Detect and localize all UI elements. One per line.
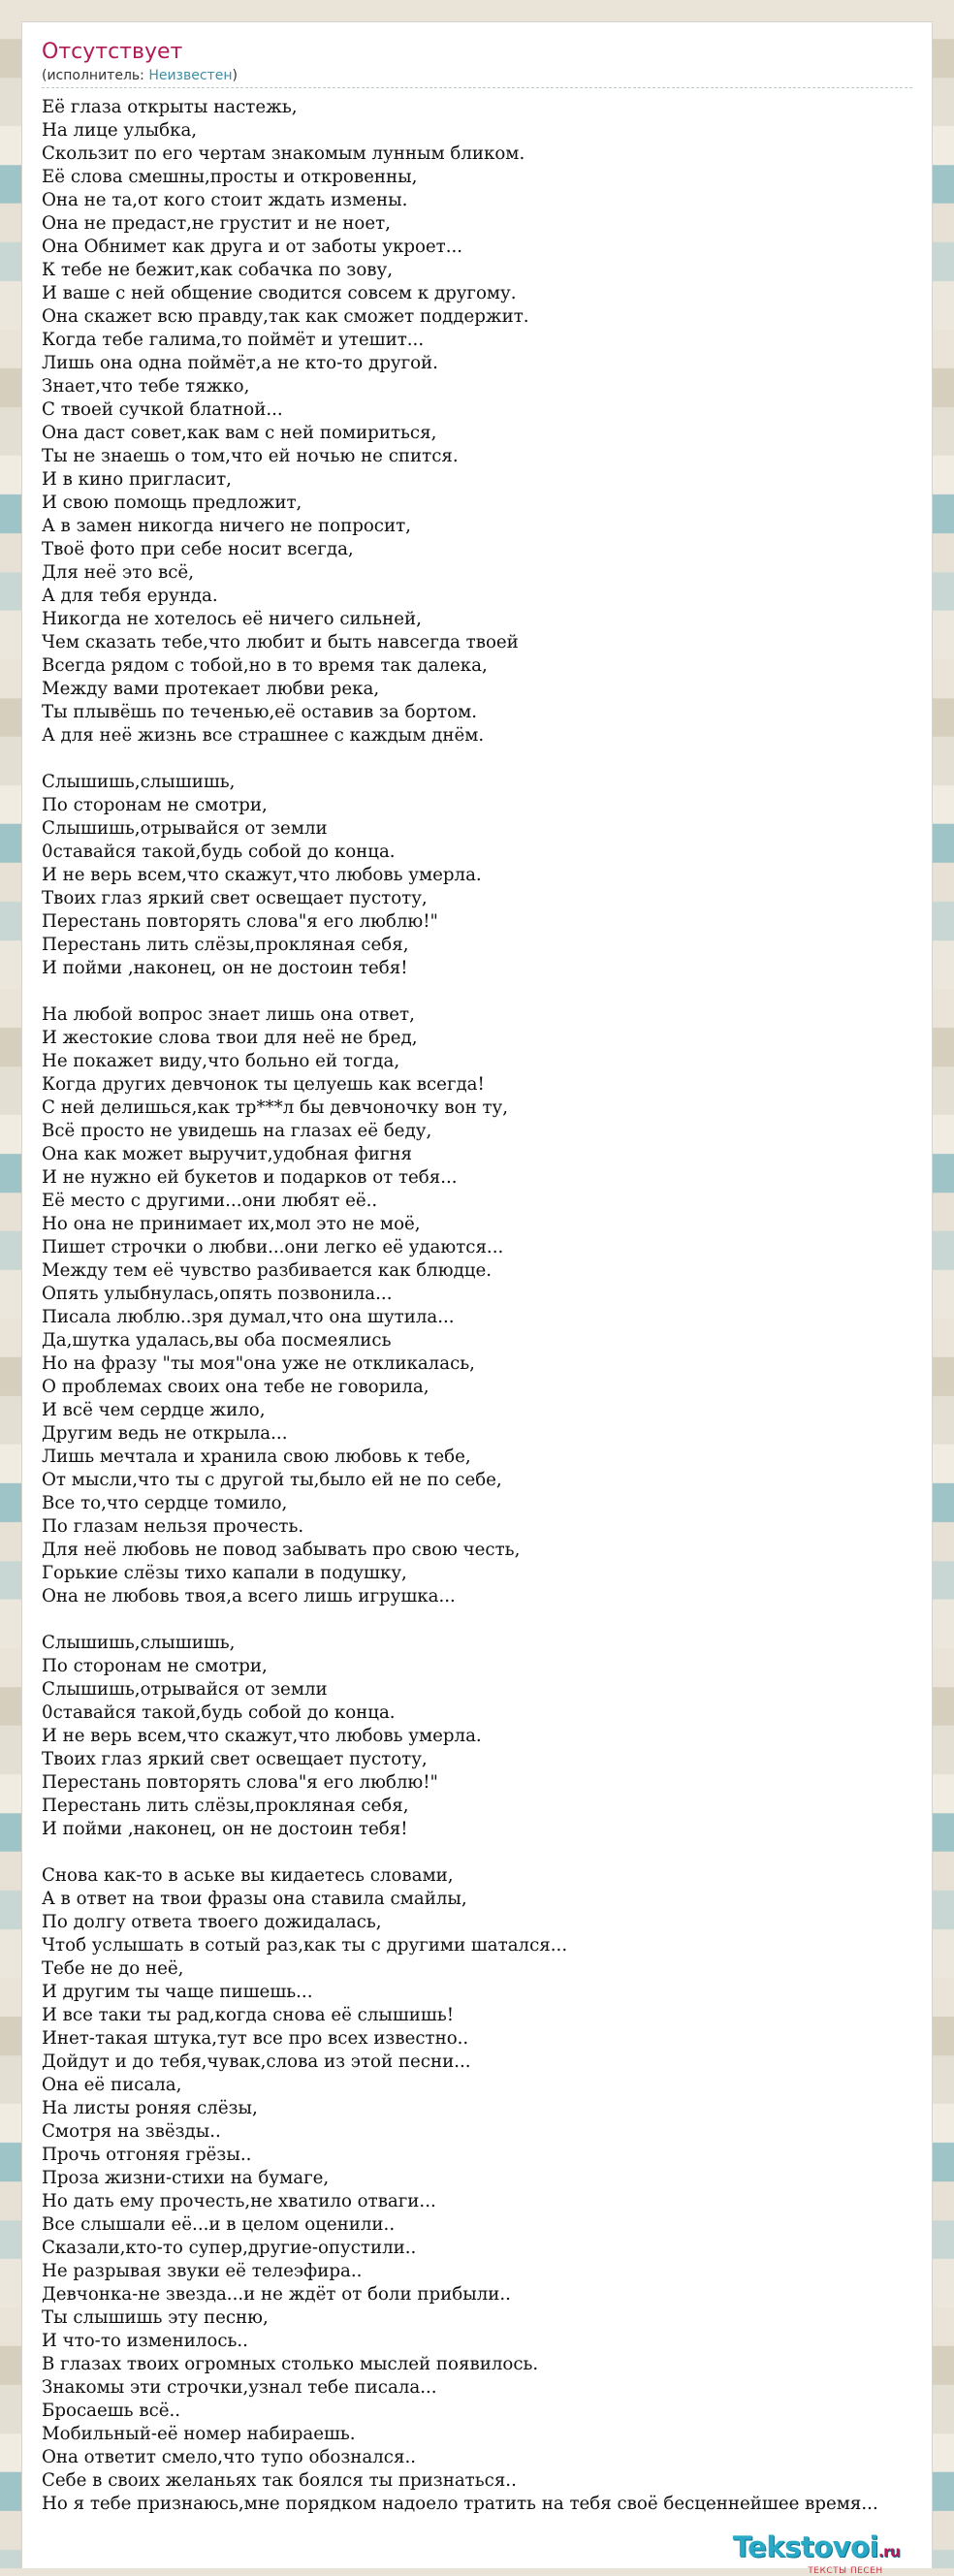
- artist-link[interactable]: Неизвестен: [148, 68, 233, 83]
- lyric-line: Всё просто не увидешь на глазах её беду,: [42, 1121, 432, 1141]
- lyric-line: Она её писала,: [42, 2075, 182, 2095]
- lyric-line: Всегда рядом с тобой,но в то время так далека,: [42, 655, 488, 676]
- lyric-line: Она ответит смело,что тупо обознался..: [42, 2447, 417, 2467]
- lyric-line: Её место с другими...они любят её..: [42, 1191, 378, 1211]
- lyric-line: А для неё жизнь все страшнее с каждым днём.: [42, 725, 485, 746]
- lyric-line: Лишь она одна поймёт,а не кто-то другой.: [42, 353, 438, 373]
- lyric-line: К тебе не бежит,как собачка по зову,: [42, 260, 394, 280]
- lyric-line: Слышишь,слышишь,: [42, 1633, 236, 1653]
- lyric-line: Она скажет всю правду,так как сможет поддержит.: [42, 306, 529, 327]
- lyric-line: Скользит по его чертам знакомым лунным бликом.: [42, 143, 525, 164]
- lyric-line: Слышишь,слышишь,: [42, 772, 236, 792]
- lyric-line: По долгу ответа твоего дожидалась,: [42, 1912, 382, 1932]
- lyric-line: [42, 1608, 954, 1632]
- lyric-line: И пойми ,наконец, он не достоин тебя!: [42, 958, 408, 978]
- logo-tagline: ТЕКСТЫ ПЕСЕН: [808, 2566, 883, 2576]
- lyric-line: Горькие слёзы тихо капали в подушку,: [42, 1563, 407, 1583]
- lyric-line: Пишет строчки о любви...они легко её удаются...: [42, 1237, 504, 1257]
- lyric-line: [42, 747, 954, 771]
- lyric-line: Снова как-то в аське вы кидаетесь словами,: [42, 1865, 454, 1886]
- lyric-line: [42, 1841, 954, 1864]
- lyric-line: Ты плывёшь по теченью,её оставив за бортом.: [42, 702, 477, 722]
- lyric-line: Но она не принимает их,мол это не моё,: [42, 1214, 421, 1234]
- lyric-line: И всё чем сердце жило,: [42, 1400, 266, 1420]
- logo-tld: .ru: [877, 2543, 901, 2560]
- lyric-line: Лишь мечтала и хранила свою любовь к тебе,: [42, 1447, 471, 1467]
- lyric-line: Она не любовь твоя,а всего лишь игрушка...: [42, 1586, 456, 1606]
- lyric-line: Девчонка-не звезда...и не ждёт от боли прибыли..: [42, 2284, 511, 2305]
- lyric-line: Она даст совет,как вам с ней помириться,: [42, 423, 437, 443]
- lyric-line: А в замен никогда ничего не попросит,: [42, 516, 411, 536]
- lyric-line: На любой вопрос знает лишь она ответ,: [42, 1004, 415, 1025]
- lyric-line: Знает,что тебе тяжко,: [42, 376, 250, 397]
- logo-wordmark: [710, 2532, 923, 2566]
- lyric-line: Но дать ему прочесть,не хватило отваги...: [42, 2191, 436, 2211]
- lyric-line: Другим ведь не открыла...: [42, 1423, 288, 1444]
- lyric-line: Ты не знаешь о том,что ей ночью не спится.: [42, 446, 459, 466]
- song-header: [42, 40, 912, 84]
- lyric-line: Себе в своих желаньях так боялся ты признаться..: [42, 2470, 517, 2491]
- lyric-line: Да,шутка удалась,вы оба посмеялись: [42, 1330, 392, 1351]
- lyric-line: Между тем её чувство разбивается как блюдце.: [42, 1260, 493, 1281]
- lyric-line: Когда других девчонок ты целуешь как всегда!: [42, 1074, 485, 1095]
- lyric-line: Смотря на звёзды..: [42, 2121, 221, 2142]
- lyric-line: Никогда не хотелось её ничего сильней,: [42, 609, 422, 629]
- lyric-line: Твоих глаз яркий свет освещает пустоту,: [42, 888, 428, 908]
- lyric-line: Чем сказать тебе,что любит и быть навсегда твоей: [42, 632, 519, 652]
- lyric-line: Слышишь,отрывайся от земли: [42, 818, 328, 839]
- lyric-line: Слышишь,отрывайся от земли: [42, 1679, 328, 1700]
- artist-prefix: (исполнитель:: [42, 68, 149, 83]
- lyric-line: Перестань лить слёзы,прокляная себя,: [42, 935, 409, 955]
- lyric-line: Она не та,от кого стоит ждать измены.: [42, 190, 408, 210]
- lyric-line: Дойдут и до тебя,чувак,слова из этой песни...: [42, 2051, 471, 2072]
- lyric-line: А в ответ на твои фразы она ставила смайлы,: [42, 1889, 467, 1909]
- lyric-line: Твоих глаз яркий свет освещает пустоту,: [42, 1749, 428, 1769]
- lyric-line: Не покажет виду,что больно ей тогда,: [42, 1051, 400, 1071]
- lyric-line: Сказали,кто-то супер,другие-опустили..: [42, 2238, 417, 2258]
- lyrics-text: [42, 96, 954, 2516]
- lyric-line: Перестань повторять слова"я его люблю!": [42, 1772, 438, 1793]
- lyric-line: И в кино пригласит,: [42, 469, 232, 490]
- lyric-line: Твоё фото при себе носит всегда,: [42, 539, 354, 559]
- content-panel: [21, 21, 933, 2568]
- lyric-line: 0ставайся такой,будь собой до конца.: [42, 1702, 396, 1723]
- lyric-line: А для тебя ерунда.: [42, 586, 218, 606]
- lyric-line: И не верь всем,что скажут,что любовь умерла.: [42, 1726, 482, 1746]
- lyric-line: И не верь всем,что скажут,что любовь умерла.: [42, 865, 482, 885]
- lyric-line: 0ставайся такой,будь собой до конца.: [42, 842, 396, 862]
- lyric-line: На листы роняя слёзы,: [42, 2098, 258, 2118]
- lyric-line: На лице улыбка,: [42, 120, 198, 141]
- lyric-line: По сторонам не смотри,: [42, 1656, 268, 1676]
- lyric-line: И пойми ,наконец, он не достоин тебя!: [42, 1819, 408, 1839]
- lyric-line: С твоей сучкой блатной...: [42, 399, 283, 420]
- lyric-line: Перестань лить слёзы,прокляная себя,: [42, 1796, 409, 1816]
- lyric-line: Опять улыбнулась,опять позвонила...: [42, 1284, 393, 1304]
- lyric-line: Для неё это всё,: [42, 562, 194, 583]
- lyric-line: И что-то изменилось..: [42, 2331, 248, 2351]
- logo-brand: Tekstovoi: [732, 2530, 878, 2563]
- lyric-line: Её глаза открыты настежь,: [42, 97, 298, 117]
- lyric-line: Но я тебе признаюсь,мне порядком надоело тратить на тебя своё бесценнейшее время...: [42, 2494, 878, 2514]
- lyric-line: По сторонам не смотри,: [42, 795, 268, 815]
- lyric-line: От мысли,что ты с другой ты,было ей не по себе,: [42, 1470, 502, 1490]
- lyric-line: Проза жизни-стихи на бумаге,: [42, 2168, 330, 2188]
- song-meta: [42, 67, 912, 84]
- lyric-line: И ваше с ней общение сводится совсем к другому.: [42, 283, 517, 303]
- lyric-line: [42, 980, 954, 1003]
- lyric-line: В глазах твоих огромных столько мыслей появилось.: [42, 2354, 539, 2374]
- lyric-line: Чтоб услышать в сотый раз,как ты с другими шатался...: [42, 1935, 568, 1956]
- lyric-line: Она как может выручит,удобная фигня: [42, 1144, 412, 1164]
- lyric-line: Она Обнимет как друга и от заботы укроет...: [42, 237, 463, 257]
- lyric-line: По глазам нельзя прочесть.: [42, 1516, 304, 1537]
- header-divider: [42, 87, 912, 88]
- lyric-line: И жестокие слова твои для неё не бред,: [42, 1028, 418, 1048]
- lyric-line: Бросаешь всё..: [42, 2401, 181, 2421]
- lyric-line: Прочь отгоняя грёзы..: [42, 2145, 252, 2165]
- artist-suffix: ): [232, 68, 238, 83]
- lyric-line: Перестань повторять слова"я его люблю!": [42, 911, 438, 932]
- lyric-line: Но на фразу "ты моя"она уже не откликалась,: [42, 1353, 475, 1374]
- lyric-line: С ней делишься,как тр***л бы девчоночку вон ту,: [42, 1097, 509, 1118]
- lyric-line: Не разрывая звуки её телеэфира..: [42, 2261, 363, 2281]
- lyric-line: И другим ты чаще пишешь...: [42, 1982, 313, 2002]
- lyric-line: Между вами протекает любви река,: [42, 679, 380, 699]
- lyric-line: Когда тебе галима,то поймёт и утешит...: [42, 330, 425, 350]
- lyric-line: Она не предаст,не грустит и не ноет,: [42, 213, 391, 234]
- lyric-line: Знакомы эти строчки,узнал тебе писала...: [42, 2377, 437, 2398]
- lyric-line: И не нужно ей букетов и подарков от тебя...: [42, 1167, 458, 1188]
- lyric-line: Тебе не до неё,: [42, 1958, 184, 1979]
- lyric-line: Все то,что сердце томило,: [42, 1493, 288, 1513]
- lyric-line: Писала люблю..зря думал,что она шутила...: [42, 1307, 455, 1327]
- lyric-line: Мобильный-её номер набираешь.: [42, 2424, 356, 2444]
- lyric-line: Её слова смешны,просты и откровенны,: [42, 167, 418, 187]
- lyric-line: Все слышали её...и в целом оценили..: [42, 2214, 396, 2235]
- lyric-line: О проблемах своих она тебе не говорила,: [42, 1377, 429, 1397]
- lyric-line: Для неё любовь не повод забывать про свою честь,: [42, 1540, 521, 1560]
- lyric-line: Ты слышишь эту песню,: [42, 2307, 269, 2328]
- lyric-line: Инет-такая штука,тут все про всех известно..: [42, 2028, 469, 2049]
- lyric-line: И все таки ты рад,когда снова её слышишь!: [42, 2005, 455, 2025]
- site-logo: [710, 2532, 923, 2576]
- song-title: Отсутствует: [42, 40, 183, 64]
- lyric-line: И свою помощь предложит,: [42, 493, 302, 513]
